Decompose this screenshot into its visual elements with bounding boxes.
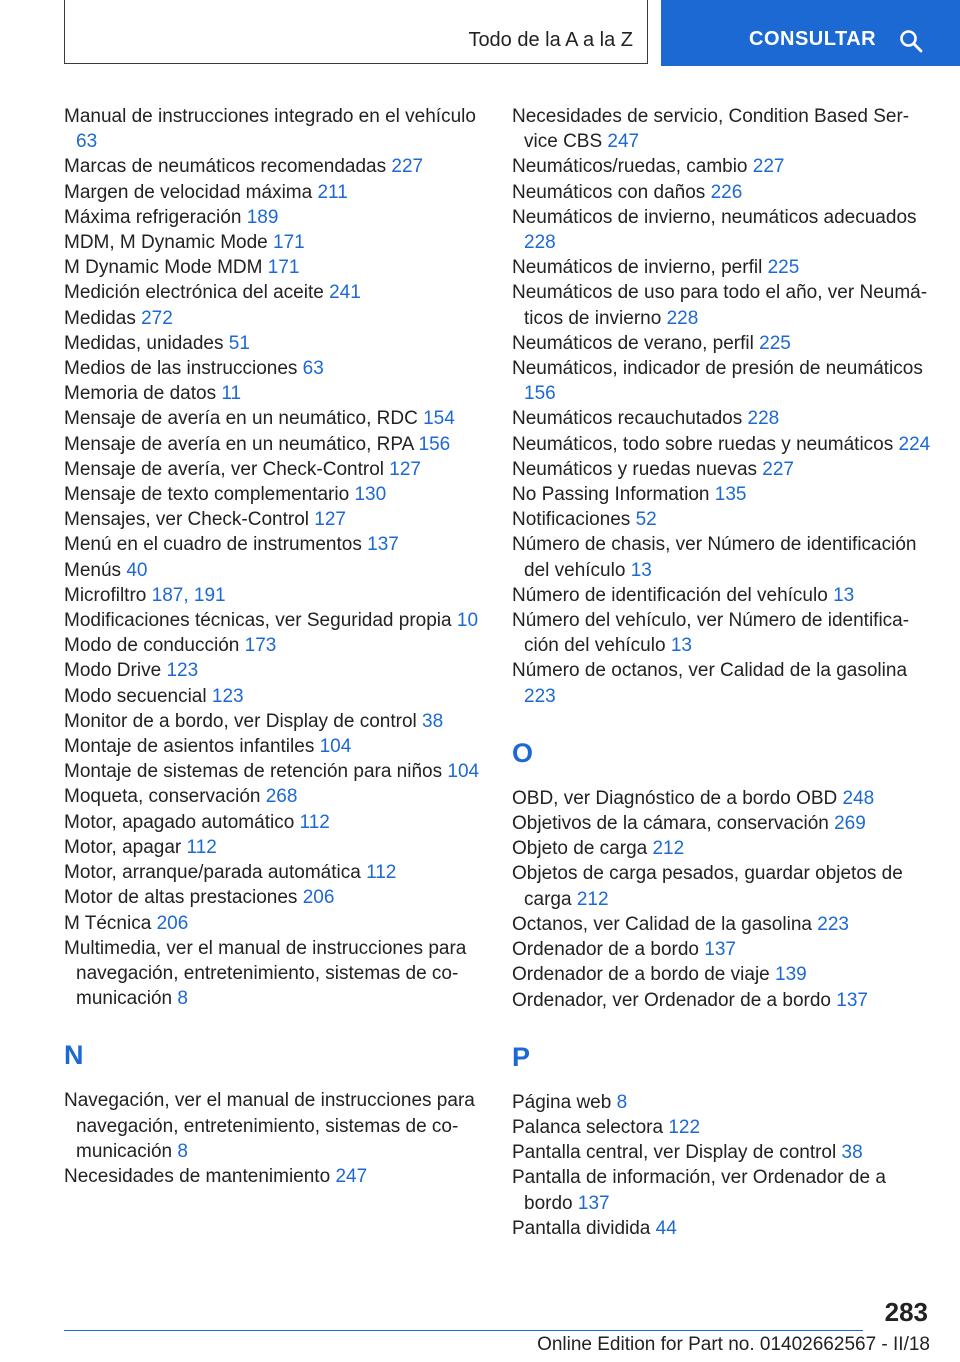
page-reference-link[interactable]: 156: [524, 383, 556, 405]
index-entry-text: Ordenador, ver Ordenador de a bordo: [512, 989, 831, 1011]
page-reference-link[interactable]: 248: [842, 787, 875, 809]
entries-n-continued: [512, 104, 932, 709]
page-reference-link[interactable]: 272: [141, 307, 173, 329]
page-reference-link[interactable]: 171: [273, 232, 305, 254]
index-entry-text: Neumáticos/ruedas, cambio: [512, 156, 748, 178]
index-entry: [64, 1164, 484, 1189]
section-letter-o: O: [512, 737, 534, 768]
page-reference-link[interactable]: 8: [177, 988, 188, 1010]
search-icon: [899, 29, 923, 53]
index-entry-text: Objetivos de la cámara, conservación: [512, 813, 829, 835]
index-entry-text: Medidas: [64, 307, 136, 329]
page-reference-link[interactable]: 225: [759, 332, 791, 354]
index-entry: [64, 860, 484, 885]
index-entry: [64, 608, 484, 633]
index-entry-text: Necesidades de servicio, Condition Based Service CBS: [512, 106, 910, 153]
index-entry: [64, 810, 484, 835]
page-reference-link[interactable]: 189: [246, 206, 279, 228]
index-entry: [64, 709, 484, 734]
tab-consultar-label: CONSULTAR: [749, 28, 877, 50]
index-entry-text: Multimedia, ver el manual de instrucciones para navegación, entretenimiento, sistemas de comunicación: [64, 937, 467, 1010]
index-entry-text: Neumáticos de invierno, perfil: [512, 257, 763, 279]
page-number: 283: [884, 1297, 928, 1327]
page-reference-link[interactable]: 8: [616, 1091, 628, 1113]
page-reference-link[interactable]: 52: [635, 509, 657, 531]
page-reference-link[interactable]: 63: [76, 131, 98, 153]
page-reference-link[interactable]: 247: [607, 131, 640, 153]
page-reference-link[interactable]: 228: [747, 408, 780, 430]
index-entry: [64, 482, 484, 507]
page-reference-link[interactable]: 13: [833, 584, 855, 606]
index-entry: [64, 255, 484, 280]
index-entry-text: Neumáticos, indicador de presión de neumáticos: [512, 358, 923, 380]
index-entry-text: No Passing Information: [512, 484, 710, 506]
index-entry: [512, 786, 932, 811]
index-entry: [64, 406, 484, 431]
page-reference-link[interactable]: 44: [655, 1217, 677, 1239]
index-entry-text: OBD, ver Diagnóstico de a bordo OBD: [512, 787, 838, 809]
index-entry-text: Navegación, ver el manual de instrucciones para navegación, entretenimiento, sistemas de comunicación: [64, 1090, 475, 1162]
page-reference-link[interactable]: 224: [898, 433, 931, 455]
page-reference-link[interactable]: 137: [577, 1192, 610, 1214]
index-entry: [512, 861, 932, 911]
page-reference-link[interactable]: 187, 191: [151, 584, 226, 606]
footer-edition: Online Edition for Part no. 01402662567 - II/18: [537, 1334, 930, 1355]
index-entry-text: Moqueta, conservación: [64, 786, 261, 808]
index-entry-text: Neumáticos, todo sobre ruedas y neumáticos: [512, 433, 894, 455]
index-entry: [64, 507, 484, 532]
index-entry-text: Neumáticos de verano, perfil: [512, 332, 754, 354]
page-reference-link[interactable]: 112: [366, 862, 397, 884]
index-entry: [512, 1115, 932, 1140]
index-entry-text: M Dynamic Mode MDM: [64, 257, 263, 279]
index-entry: [512, 154, 932, 179]
page-reference-link[interactable]: 247: [335, 1165, 368, 1187]
page-reference-link[interactable]: 38: [422, 710, 444, 732]
index-entry-text: M Técnica: [64, 912, 152, 934]
index-entry-text: Pantalla central, ver Display de control: [512, 1142, 837, 1164]
index-entry: [512, 104, 932, 154]
page-reference-link[interactable]: 13: [670, 635, 692, 657]
page-reference-link[interactable]: 123: [211, 685, 244, 707]
index-entry-text: Menú en el cuadro de instrumentos: [64, 534, 362, 556]
index-entry-text: Página web: [512, 1091, 612, 1113]
entries-p: [512, 1090, 932, 1241]
index-entry-text: Objetos de carga pesados, guardar objetos de carga: [512, 863, 903, 910]
index-entry: [64, 558, 484, 583]
index-entry: [512, 658, 932, 708]
index-entry: [512, 432, 932, 457]
index-entry: [512, 1090, 932, 1115]
page-reference-link[interactable]: 8: [177, 1140, 188, 1162]
index-entry-text: Microfiltro: [64, 584, 147, 606]
page-reference-link[interactable]: 228: [666, 307, 699, 329]
index-entry-text: Neumáticos con daños: [512, 181, 706, 203]
index-entry-text: Notificaciones: [512, 509, 631, 531]
page-reference-link[interactable]: 171: [267, 257, 300, 279]
index-entry-text: Montaje de asientos infantiles: [64, 736, 315, 758]
page-reference-link[interactable]: 13: [630, 559, 652, 581]
index-entry-text: Medios de las instrucciones: [64, 358, 298, 380]
index-entry-text: Neumáticos de invierno, neumáticos adecuados: [512, 206, 917, 228]
index-entry: [64, 835, 484, 860]
page-reference-link[interactable]: 104: [447, 761, 480, 783]
index-entry: [64, 104, 484, 154]
index-entry-text: Menús: [64, 559, 122, 581]
index-entry-text: Margen de velocidad máxima: [64, 181, 313, 203]
index-entry-text: Motor de altas prestaciones: [64, 887, 298, 909]
page-reference-link[interactable]: 269: [834, 813, 866, 835]
index-entry: [64, 381, 484, 406]
index-entry: [64, 230, 484, 255]
index-entry: [64, 784, 484, 809]
index-entry-text: Mensaje de avería en un neumático, RDC: [64, 408, 418, 430]
index-entry-text: Pantalla de información, ver Ordenador de a bordo: [512, 1167, 886, 1214]
index-entry-text: Ordenador de a bordo de viaje: [512, 964, 770, 986]
index-entry-text: Ordenador de a bordo: [512, 939, 699, 961]
page-reference-link[interactable]: 63: [302, 358, 324, 380]
entries-n: [64, 1088, 484, 1189]
page-reference-link[interactable]: 38: [841, 1142, 863, 1164]
index-entry-text: Máxima refrigeración: [64, 206, 242, 228]
page-reference-link[interactable]: 123: [166, 660, 199, 682]
index-entry: [64, 734, 484, 759]
page-reference-link[interactable]: 51: [228, 332, 250, 354]
page-reference-link[interactable]: 104: [319, 736, 352, 758]
index-entry-text: Motor, apagar: [64, 836, 182, 858]
index-entry: [64, 911, 484, 936]
page-reference-link[interactable]: 127: [314, 509, 346, 531]
index-entry-text: Memoria de datos: [64, 383, 217, 405]
index-entry-text: Modo de conducción: [64, 635, 240, 657]
index-entry-text: Modo secuencial: [64, 685, 207, 707]
page-reference-link[interactable]: 225: [767, 257, 800, 279]
index-entry-text: Motor, apagado automático: [64, 811, 295, 833]
index-entry: [64, 331, 484, 356]
page-reference-link[interactable]: 227: [752, 156, 785, 178]
index-entry: [64, 205, 484, 230]
page-reference-link[interactable]: 135: [714, 484, 747, 506]
page-reference-link[interactable]: 212: [652, 838, 685, 860]
entries-o: [512, 786, 932, 1013]
index-entry-text: Medición electrónica del aceite: [64, 282, 324, 304]
page-reference-link[interactable]: 122: [668, 1116, 701, 1138]
index-entry-text: Montaje de sistemas de retención para niños: [64, 761, 443, 783]
page-reference-link[interactable]: 137: [836, 989, 868, 1011]
index-entry: [64, 633, 484, 658]
index-entry: [64, 180, 484, 205]
index-entry: [512, 1216, 932, 1241]
index-entry-text: Número del vehículo, ver Número de identificación del vehículo: [512, 610, 910, 657]
index-entry: [512, 331, 932, 356]
index-entry: [64, 1088, 484, 1164]
index-entry: [512, 356, 932, 406]
index-entry: [512, 180, 932, 205]
footer-divider: [64, 1330, 863, 1331]
section-letter-n: N: [64, 1040, 84, 1071]
page-reference-link[interactable]: 137: [367, 534, 399, 556]
index-entry-text: Monitor de a bordo, ver Display de control: [64, 710, 417, 732]
index-entry: [512, 255, 932, 280]
index-entry: [64, 154, 484, 179]
page-reference-link[interactable]: 227: [391, 156, 424, 178]
index-entry-text: Modificaciones técnicas, ver Seguridad propia: [64, 610, 452, 632]
section-letter-p: P: [512, 1041, 531, 1072]
index-entry-text: Número de chasis, ver Número de identificación del vehículo: [512, 534, 917, 581]
index-entry: [512, 962, 932, 987]
index-entry: [512, 280, 932, 330]
index-entry: [64, 936, 484, 1012]
page-reference-link[interactable]: 127: [389, 458, 421, 480]
index-entry: [64, 457, 484, 482]
index-entry: [512, 583, 932, 608]
tab-a-to-z[interactable]: [64, 0, 648, 64]
index-entry: [64, 532, 484, 557]
page-reference-link[interactable]: 268: [265, 786, 298, 808]
index-entry-text: Manual de instrucciones integrado en el vehículo: [64, 106, 476, 127]
entries-m: [64, 104, 484, 1011]
index-entry-text: Marcas de neumáticos recomendadas: [64, 156, 387, 178]
page-reference-link[interactable]: 10: [456, 610, 479, 632]
index-entry-text: Octanos, ver Calidad de la gasolina: [512, 913, 812, 935]
index-entry-text: Neumáticos recauchutados: [512, 408, 743, 430]
index-entry-text: Número de octanos, ver Calidad de la gasolina: [512, 660, 908, 682]
index-entry-text: Medidas, unidades: [64, 332, 224, 354]
index-entry-text: Objeto de carga: [512, 838, 648, 860]
index-entry-text: Motor, arranque/parada automática: [64, 862, 361, 884]
page-reference-link[interactable]: 40: [126, 559, 148, 581]
index-entry-text: MDM, M Dynamic Mode: [64, 232, 268, 254]
page-reference-link[interactable]: 137: [704, 939, 736, 961]
page-reference-link[interactable]: 212: [576, 888, 609, 910]
index-entry-text: Mensaje de avería en un neumático, RPA: [64, 433, 414, 455]
index-entry: [512, 457, 932, 482]
page-reference-link[interactable]: 206: [156, 912, 189, 934]
index-entry: [512, 406, 932, 431]
page-reference-link[interactable]: 112: [186, 836, 217, 858]
index-entry: [512, 1165, 932, 1215]
index-entry: [64, 684, 484, 709]
page-reference-link[interactable]: 223: [524, 685, 556, 707]
index-entry-text: Necesidades de mantenimiento: [64, 1165, 331, 1187]
index-entry: [64, 306, 484, 331]
page-reference-link[interactable]: 206: [302, 887, 335, 909]
page-reference-link[interactable]: 112: [299, 811, 330, 833]
index-entry: [512, 205, 932, 255]
index-entry-text: Pantalla dividida: [512, 1217, 651, 1239]
index-entry: [64, 759, 484, 784]
page-reference-link[interactable]: 223: [817, 913, 849, 935]
top-navigation: [0, 0, 960, 66]
index-entry: [512, 811, 932, 836]
page-reference-link[interactable]: 227: [762, 458, 794, 480]
page-reference-link[interactable]: 130: [354, 484, 387, 506]
tab-a-to-z-label: Todo de la A a la Z: [468, 29, 633, 51]
index-entry: [512, 988, 932, 1013]
page-reference-link[interactable]: 156: [418, 433, 451, 455]
index-entry: [64, 658, 484, 683]
index-entry: [512, 507, 932, 532]
index-entry: [512, 482, 932, 507]
index-entry: [512, 608, 932, 658]
tab-consultar[interactable]: [661, 0, 960, 66]
index-entry: [64, 356, 484, 381]
page-reference-link[interactable]: 211: [317, 181, 348, 203]
index-entry-text: Modo Drive: [64, 660, 162, 682]
page-reference-link[interactable]: 228: [524, 232, 556, 254]
page-reference-link[interactable]: 139: [775, 964, 807, 986]
index-column-left: [64, 104, 484, 1189]
index-entry: [512, 912, 932, 937]
index-column-right: [512, 104, 932, 1241]
page-reference-link[interactable]: 173: [244, 635, 277, 657]
index-entry: [64, 280, 484, 305]
index-entry-text: Palanca selectora: [512, 1116, 664, 1138]
page-reference-link[interactable]: 11: [221, 383, 242, 405]
index-entry: [64, 885, 484, 910]
page-reference-link[interactable]: 154: [423, 408, 455, 430]
index-entry: [512, 532, 932, 582]
index-entry-text: Número de identificación del vehículo: [512, 584, 828, 606]
index-entry-text: Mensajes, ver Check-Control: [64, 509, 309, 531]
index-entry: [64, 432, 484, 457]
index-entry-text: Mensaje de texto complementario: [64, 484, 350, 506]
index-entry: [512, 1140, 932, 1165]
index-entry: [64, 583, 484, 608]
index-entry-text: Neumáticos de uso para todo el año, ver Neumáticos de invierno: [512, 282, 928, 329]
page-reference-link[interactable]: 241: [329, 282, 361, 304]
index-entry: [512, 937, 932, 962]
page-reference-link[interactable]: 226: [710, 181, 743, 203]
index-entry-text: Neumáticos y ruedas nuevas: [512, 458, 758, 480]
index-entry: [512, 836, 932, 861]
index-entry-text: Mensaje de avería, ver Check-Control: [64, 458, 384, 480]
